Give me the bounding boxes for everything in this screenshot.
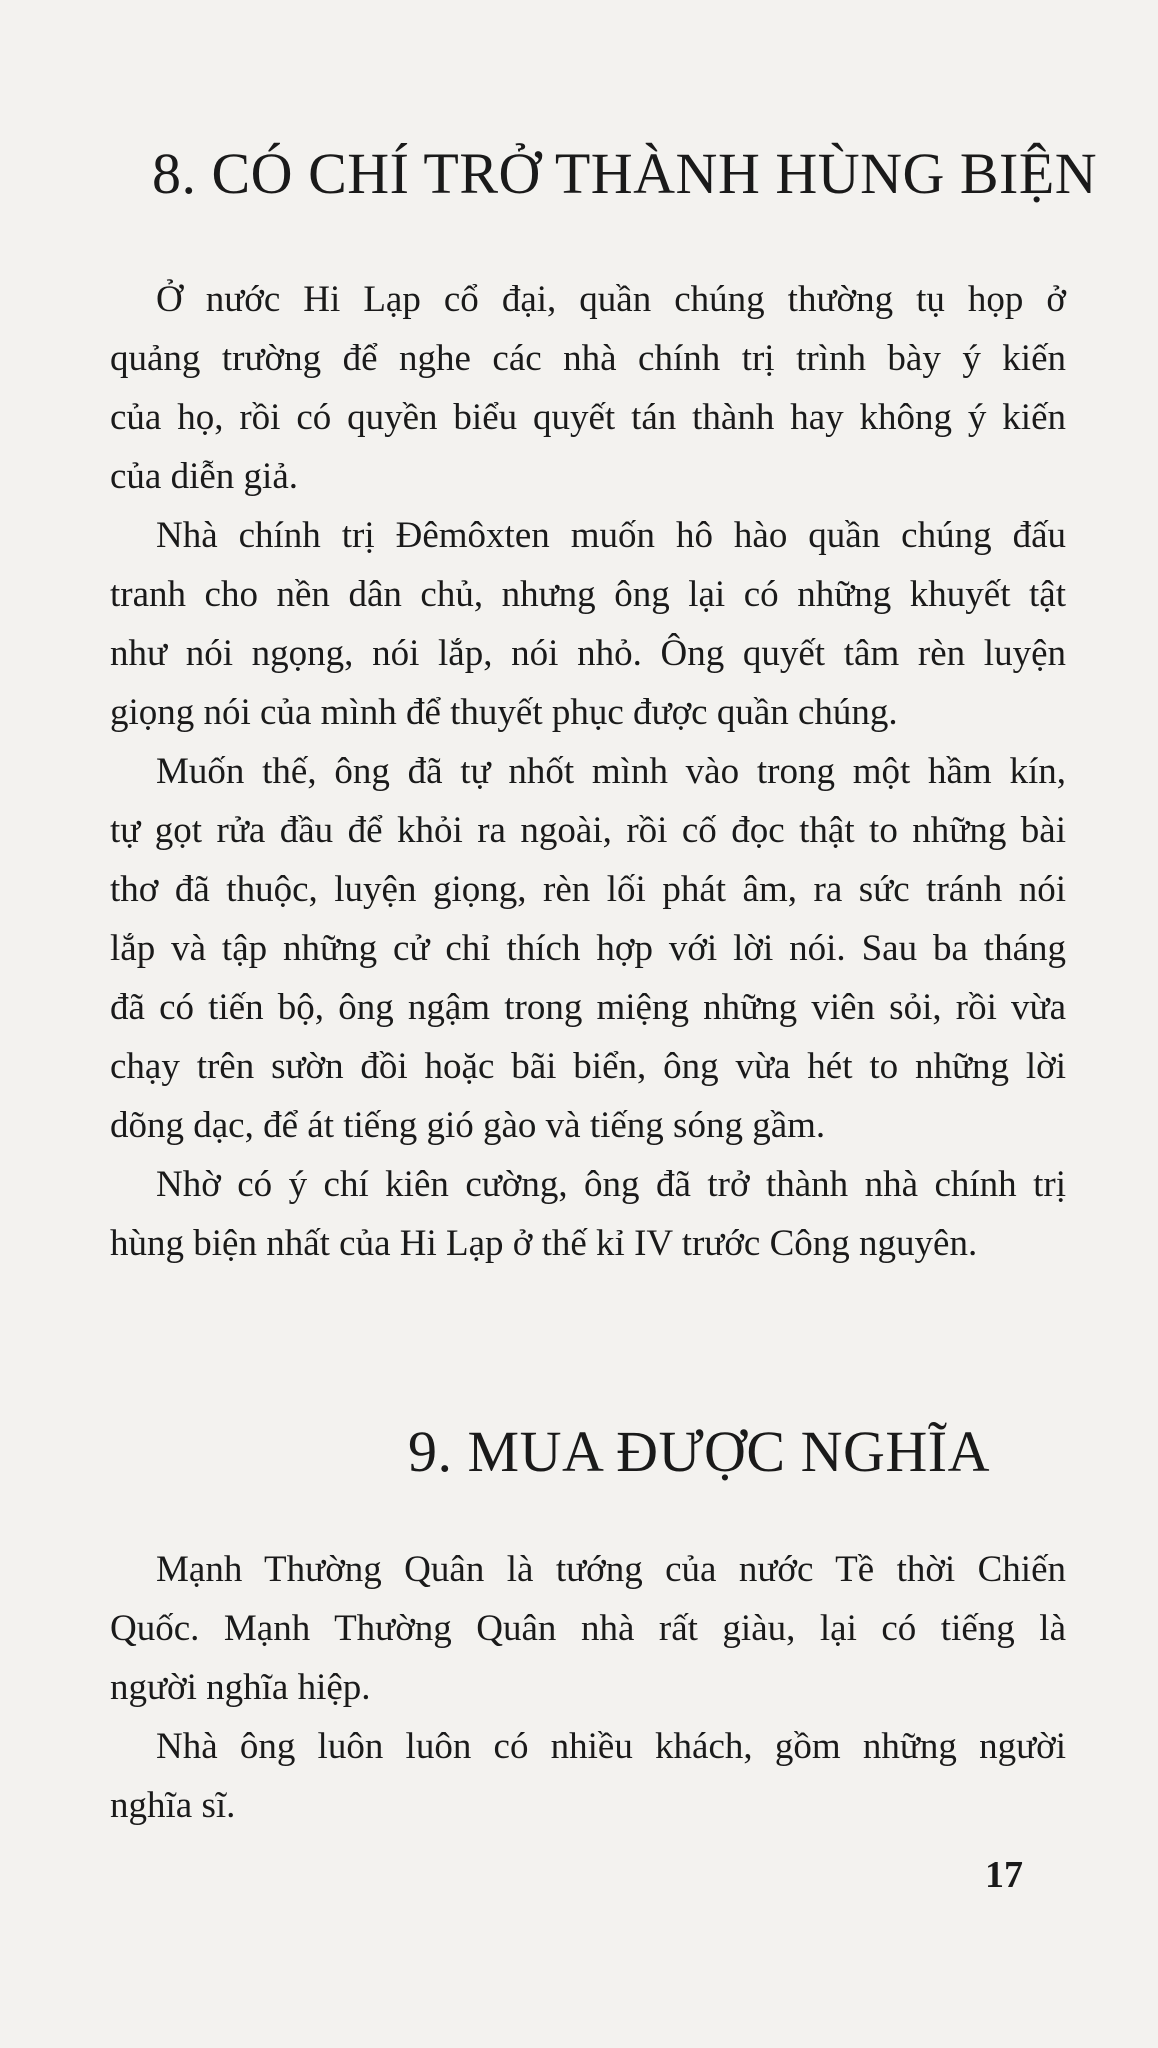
- text-line: Nhờ có ý chí kiên cường, ông đã trở thành nhà chính trị: [156, 1164, 1066, 1205]
- paragraph-3: [110, 742, 1066, 1155]
- text-line: tranh cho nền dân chủ, nhưng ông lại có những khuyết tật: [110, 574, 1066, 615]
- text-line: người nghĩa hiệp.: [110, 1667, 371, 1708]
- text-line: Nhà chính trị Đêmôxten muốn hô hào quần chúng đấu: [156, 515, 1066, 556]
- text-line: nghĩa sĩ.: [110, 1785, 236, 1826]
- text-line: Quốc. Mạnh Thường Quân nhà rất giàu, lại có tiếng là: [110, 1608, 1066, 1649]
- section-title-1: 8. CÓ CHÍ TRỞ THÀNH HÙNG BIỆN: [152, 141, 1098, 206]
- text-line: Nhà ông luôn luôn có nhiều khách, gồm những người: [156, 1726, 1066, 1767]
- paragraph-2: [110, 506, 1066, 742]
- text-line: của diễn giả.: [110, 456, 298, 497]
- text-line: giọng nói của mình để thuyết phục được quần chúng.: [110, 692, 898, 733]
- text-line: quảng trường để nghe các nhà chính trị trình bày ý kiến: [110, 338, 1066, 379]
- page-number: 17: [985, 1854, 1023, 1896]
- text-line: chạy trên sườn đồi hoặc bãi biển, ông vừa hét to những lời: [110, 1046, 1066, 1087]
- text-line: dõng dạc, để át tiếng gió gào và tiếng sóng gầm.: [110, 1105, 826, 1146]
- text-line: Muốn thế, ông đã tự nhốt mình vào trong một hầm kín,: [156, 751, 1066, 792]
- text-line: thơ đã thuộc, luyện giọng, rèn lối phát âm, ra sức tránh nói: [110, 869, 1066, 910]
- text-line: lắp và tập những cử chỉ thích hợp với lời nói. Sau ba tháng: [110, 928, 1066, 969]
- text-line: đã có tiến bộ, ông ngậm trong miệng những viên sỏi, rồi vừa: [110, 987, 1066, 1028]
- text-line: Mạnh Thường Quân là tướng của nước Tề thời Chiến: [156, 1549, 1066, 1590]
- text-line: Ở nước Hi Lạp cổ đại, quần chúng thường tụ họp ở: [156, 279, 1066, 320]
- section-title-2: 9. MUA ĐƯỢC NGHĨA: [408, 1419, 990, 1484]
- paragraph-1: [110, 270, 1066, 506]
- text-line: tự gọt rửa đầu để khỏi ra ngoài, rồi cố đọc thật to những bài: [110, 810, 1066, 851]
- text-line: như nói ngọng, nói lắp, nói nhỏ. Ông quyết tâm rèn luyện: [110, 633, 1066, 674]
- text-line: của họ, rồi có quyền biểu quyết tán thành hay không ý kiến: [110, 397, 1066, 438]
- paragraph-4: [110, 1155, 1066, 1273]
- paragraph-6: [110, 1717, 1066, 1835]
- paragraph-5: [110, 1540, 1066, 1717]
- text-line: hùng biện nhất của Hi Lạp ở thế kỉ IV trước Công nguyên.: [110, 1223, 978, 1264]
